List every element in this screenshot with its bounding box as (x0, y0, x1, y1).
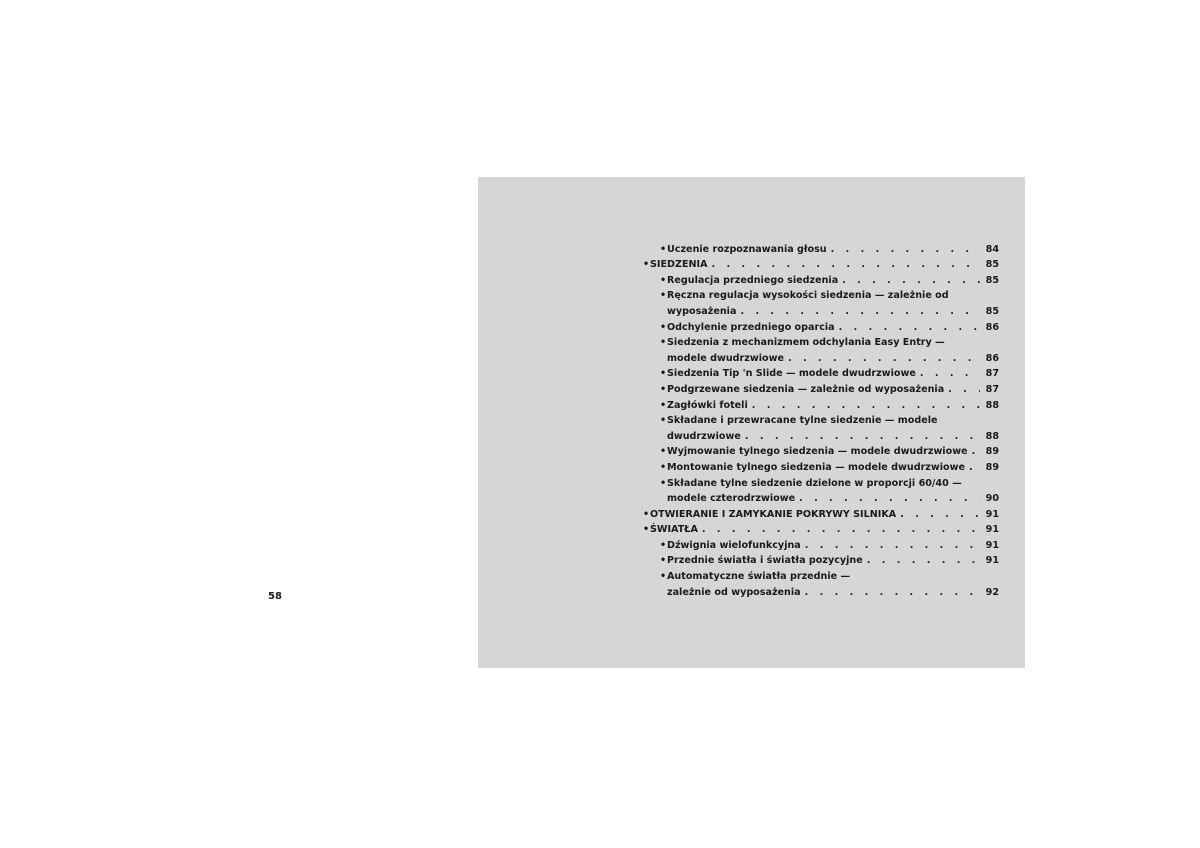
dot-leader (867, 555, 980, 566)
toc-entry-line (660, 286, 999, 302)
bullet-icon (660, 337, 667, 348)
toc-entry[interactable] (660, 457, 999, 473)
toc-entry-page: 91 (985, 539, 999, 551)
toc-entry-page: 84 (985, 243, 999, 255)
toc-entry-line (660, 489, 999, 505)
toc-entry-title: dwudrzwiowe (667, 430, 741, 442)
bullet-icon (660, 571, 667, 582)
bullet-icon (660, 478, 667, 489)
toc-entry-title: Odchylenie przedniego oparcia (667, 321, 835, 333)
bullet-icon (660, 462, 667, 473)
dot-leader (831, 244, 980, 255)
toc-entry-line (660, 239, 999, 255)
toc-entry-line (643, 504, 999, 520)
toc-entry-page: 91 (985, 508, 999, 520)
toc-entry-page: 89 (985, 446, 999, 458)
bullet-icon (660, 400, 667, 411)
table-of-contents (643, 239, 999, 598)
toc-entry-title: Siedzenia Tip 'n Slide — modele dwudrzwiowe (667, 368, 916, 380)
toc-entry-page: 85 (985, 259, 999, 271)
dot-leader (702, 524, 980, 535)
dot-leader (805, 540, 980, 551)
toc-entry-page: 86 (985, 352, 999, 364)
bullet-icon (643, 524, 650, 535)
toc-entry[interactable] (660, 473, 999, 504)
toc-entry[interactable] (660, 333, 999, 364)
toc-entry[interactable] (660, 286, 999, 317)
dot-leader (920, 368, 980, 379)
toc-entry-line (660, 379, 999, 395)
toc-entry-line (660, 395, 999, 411)
toc-entry[interactable] (660, 364, 999, 380)
toc-entry-line (660, 582, 999, 598)
dot-leader (900, 509, 980, 520)
toc-entry-title: Przednie światła i światła pozycyjne (667, 555, 863, 567)
bullet-icon (660, 275, 667, 286)
toc-entry-title: Wyjmowanie tylnego siedzenia — modele dwudrzwiowe (667, 446, 968, 458)
toc-entry-line (660, 551, 999, 567)
bullet-icon (660, 540, 667, 551)
toc-entry-title: Ręczna regulacja wysokości siedzenia — zależnie od (667, 290, 949, 302)
toc-entry-title: wyposażenia (667, 305, 737, 317)
dot-leader (799, 493, 980, 504)
dot-leader (745, 431, 980, 442)
toc-entry-title: Dźwignia wielofunkcyjna (667, 539, 801, 551)
toc-entry-line (660, 317, 999, 333)
toc-entry-line (660, 411, 999, 427)
toc-entry[interactable] (660, 395, 999, 411)
toc-entry-title: Składane tylne siedzenie dzielone w proporcji 60/40 — (667, 477, 962, 489)
toc-entry[interactable] (643, 255, 999, 271)
toc-entry-title: Automatyczne światła przednie — (667, 571, 851, 583)
toc-entry-page: 89 (985, 461, 999, 473)
bullet-icon (660, 446, 667, 457)
bullet-icon (643, 259, 650, 270)
toc-entry-line (660, 442, 999, 458)
dot-leader (948, 384, 980, 395)
toc-entry[interactable] (660, 551, 999, 567)
toc-entry-line (660, 566, 999, 582)
toc-entry-page: 85 (985, 274, 999, 286)
toc-entry-line (660, 348, 999, 364)
bullet-icon (660, 368, 667, 379)
toc-entry-line (660, 426, 999, 442)
toc-entry-title: SIEDZENIA (650, 259, 708, 271)
toc-entry-page: 88 (985, 430, 999, 442)
toc-entry-page: 86 (985, 321, 999, 333)
toc-entry-title: Zagłówki foteli (667, 399, 748, 411)
toc-entry[interactable] (660, 442, 999, 458)
toc-entry-title: Składane i przewracane tylne siedzenie — modele (667, 415, 938, 427)
toc-entry-page: 85 (985, 305, 999, 317)
toc-entry[interactable] (643, 520, 999, 536)
toc-entry-page: 92 (985, 586, 999, 598)
toc-entry-title: Siedzenia z mechanizmem odchylania Easy Entry — (667, 337, 945, 349)
toc-entry-title: modele dwudrzwiowe (667, 352, 784, 364)
bullet-icon (660, 244, 667, 255)
toc-entry[interactable] (660, 535, 999, 551)
bullet-icon (643, 509, 650, 520)
bullet-icon (660, 415, 667, 426)
toc-entry-title: Montowanie tylnego siedzenia — modele dwudrzwiowe (667, 461, 965, 473)
dot-leader (839, 322, 980, 333)
toc-entry-title: ŚWIATŁA (650, 524, 698, 536)
toc-entry-page: 88 (985, 399, 999, 411)
bullet-icon (660, 384, 667, 395)
toc-entry-title: OTWIERANIE I ZAMYKANIE POKRYWY SILNIKA (650, 508, 897, 520)
toc-entry-line (660, 364, 999, 380)
dot-leader (842, 275, 980, 286)
toc-entry-line (660, 301, 999, 317)
bullet-icon (660, 290, 667, 301)
toc-entry-title: Podgrzewane siedzenia — zależnie od wyposażenia (667, 383, 945, 395)
toc-entry[interactable] (660, 239, 999, 255)
toc-entry[interactable] (660, 566, 999, 597)
toc-entry-title: Uczenie rozpoznawania głosu (667, 243, 827, 255)
toc-entry-title: Regulacja przedniego siedzenia (667, 274, 839, 286)
toc-entry[interactable] (660, 317, 999, 333)
toc-entry-page: 87 (985, 383, 999, 395)
page-number: 58 (268, 591, 282, 602)
toc-entry[interactable] (643, 504, 999, 520)
dot-leader (740, 306, 980, 317)
toc-entry[interactable] (660, 379, 999, 395)
toc-entry[interactable] (660, 270, 999, 286)
toc-entry-page: 90 (985, 493, 999, 505)
toc-entry-page: 91 (985, 555, 999, 567)
bullet-icon (660, 555, 667, 566)
dot-leader (712, 259, 980, 270)
toc-entry-page: 87 (985, 368, 999, 380)
toc-entry-title: zależnie od wyposażenia (667, 586, 801, 598)
dot-leader (805, 587, 980, 598)
dot-leader (788, 353, 980, 364)
toc-entry-title: modele czterodrzwiowe (667, 493, 796, 505)
toc-entry-page: 91 (985, 524, 999, 536)
dot-leader (972, 446, 980, 457)
toc-entry-line (660, 457, 999, 473)
toc-entry-line (660, 270, 999, 286)
toc-entry-line (643, 255, 999, 271)
toc-entry-line (660, 535, 999, 551)
dot-leader (969, 462, 980, 473)
toc-entry-line (643, 520, 999, 536)
toc-entry-line (660, 473, 999, 489)
toc-entry[interactable] (660, 411, 999, 442)
bullet-icon (660, 322, 667, 333)
toc-entry-line (660, 333, 999, 349)
dot-leader (752, 400, 980, 411)
